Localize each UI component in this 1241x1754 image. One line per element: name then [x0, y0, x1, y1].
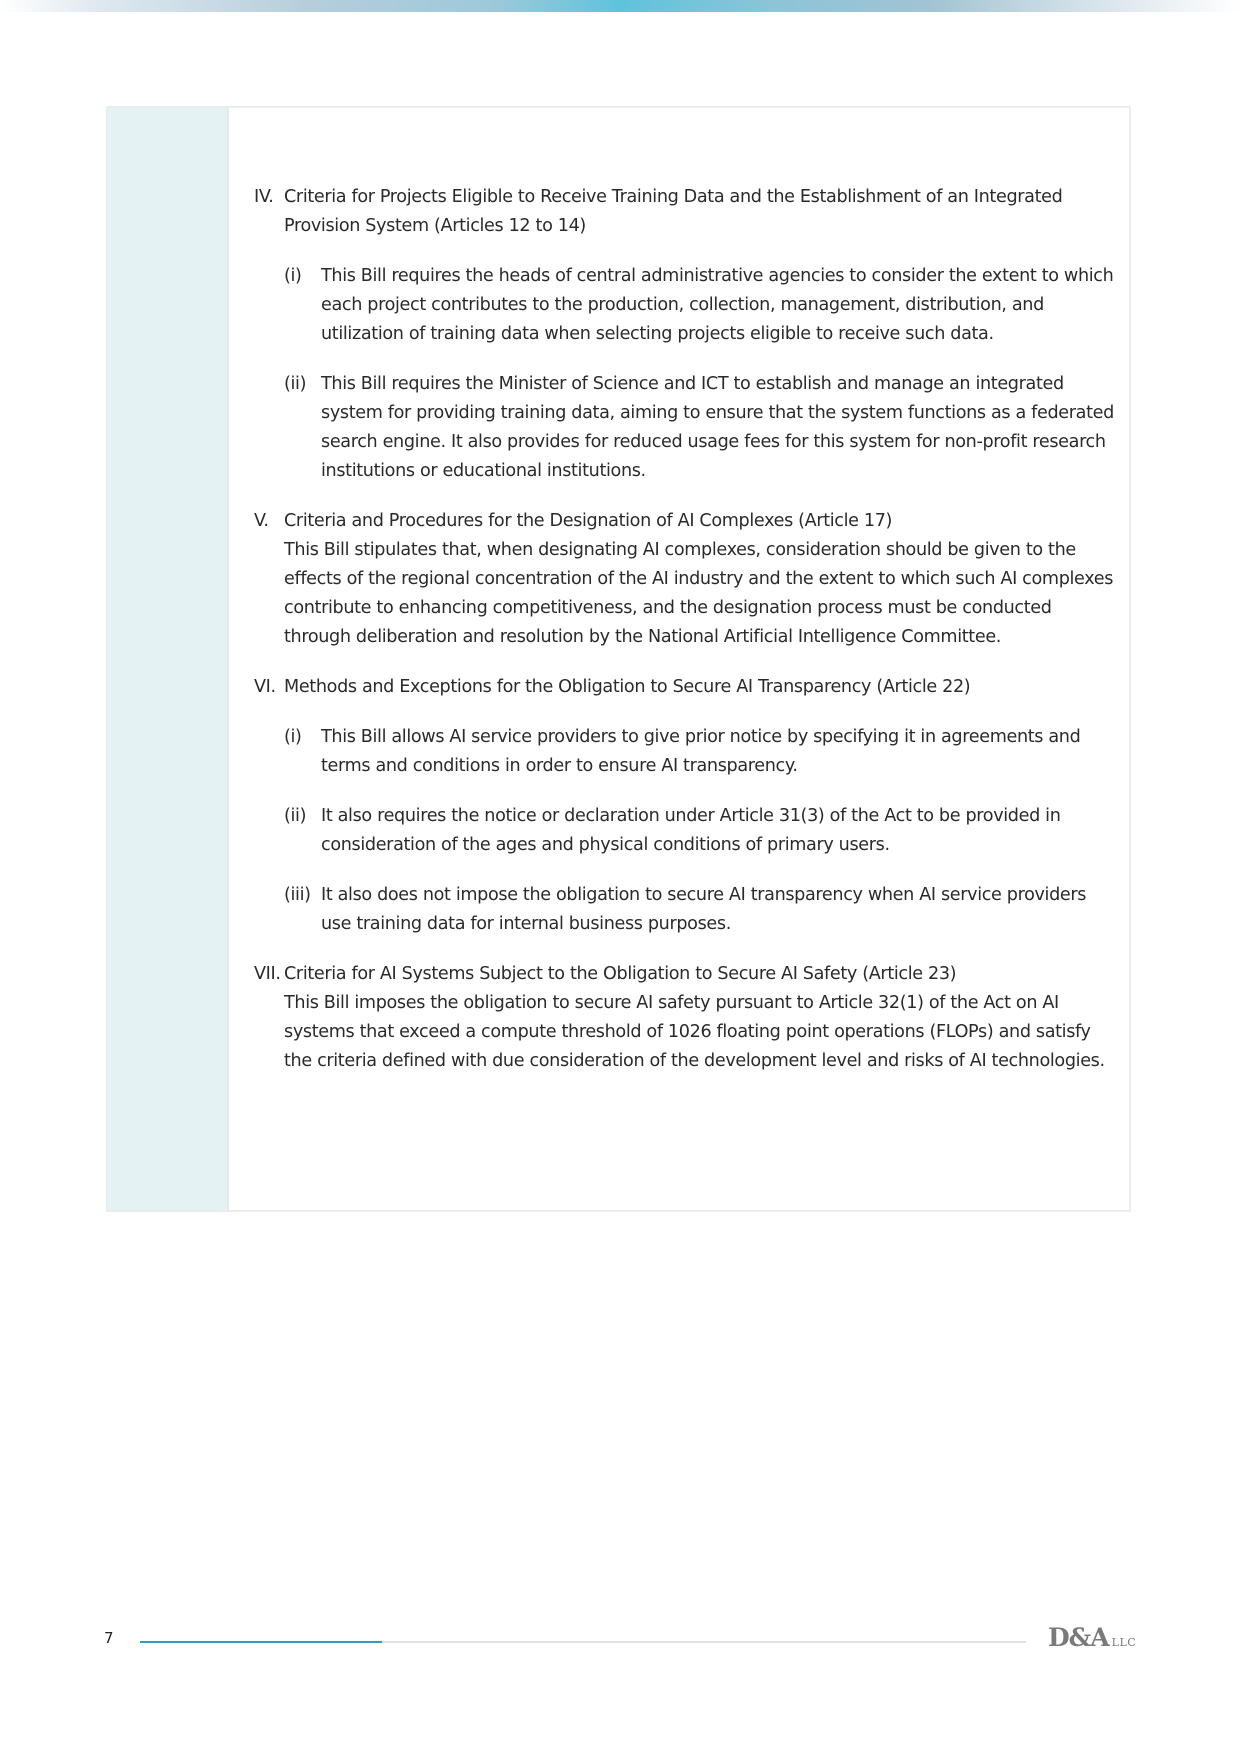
section-iv — [254, 183, 1114, 486]
sub-item — [254, 802, 1114, 860]
sub-item-text: It also does not impose the obligation to secure AI transparency when AI service providers use training data for internal business purposes. — [321, 885, 1087, 934]
section-title: Criteria for AI Systems Subject to the Obligation to Secure AI Safety (Article 23) — [284, 964, 957, 984]
section-title: Criteria for Projects Eligible to Receive Training Data and the Establishment of an Integrated Provision System (Articles 12 to 14) — [284, 187, 1063, 236]
section-number: IV. — [254, 187, 274, 207]
sub-item-text: This Bill requires the heads of central administrative agencies to consider the extent to which each project contributes to the production, collection, management, distribution, and utilization of training data when selecting projects eligible to receive such data. — [321, 266, 1114, 344]
section-number: VI. — [254, 677, 276, 697]
logo-suffix: LLC — [1111, 1636, 1137, 1649]
top-gradient-bar — [0, 0, 1241, 12]
sub-item-number: (i) — [284, 266, 302, 286]
sub-item — [254, 723, 1114, 781]
section-body: This Bill imposes the obligation to secure AI safety pursuant to Article 32(1) of the Act on AI systems that exceed a compute threshold of 1026 floating point operations (FLOPs) and satisfy the criteria defined with due consideration of the development level and risks of AI technologies. — [284, 993, 1105, 1071]
section-vi — [254, 673, 1114, 939]
sub-item-number: (iii) — [284, 885, 311, 905]
page-progress-track — [140, 1641, 1026, 1643]
sub-item-text: This Bill allows AI service providers to give prior notice by specifying it in agreements and terms and conditions in order to ensure AI transparency. — [321, 727, 1081, 776]
sub-item — [254, 370, 1114, 486]
sub-item-number: (i) — [284, 727, 302, 747]
section-body: This Bill stipulates that, when designating AI complexes, consideration should be given to the effects of the regional concentration of the AI industry and the extent to which such AI complexes contribute to enhancing competitiveness, and the designation process must be conducted through deliberation and resolution by the National Artificial Intelligence Committee. — [284, 540, 1114, 647]
sub-item — [254, 881, 1114, 939]
sub-item-text: This Bill requires the Minister of Science and ICT to establish and manage an integrated system for providing training data, aiming to ensure that the system functions as a federated search engine. It also provides for reduced usage fees for this system for non-profit research institutions or educational institutions. — [321, 374, 1114, 481]
document-body — [254, 183, 1114, 1097]
sub-item-number: (ii) — [284, 806, 307, 826]
logo-main: D&A — [1048, 1623, 1109, 1652]
side-panel — [108, 108, 229, 1210]
content-box — [106, 106, 1131, 1212]
sub-item-text: It also requires the notice or declaration under Article 31(3) of the Act to be provided in consideration of the ages and physical conditions of primary users. — [321, 806, 1061, 855]
section-v — [254, 507, 1114, 652]
sub-item-number: (ii) — [284, 374, 307, 394]
section-number: V. — [254, 511, 269, 531]
page-progress-fill — [140, 1641, 382, 1643]
section-vii — [254, 960, 1114, 1076]
section-number: VII. — [254, 964, 281, 984]
sub-item — [254, 262, 1114, 349]
page-number: 7 — [104, 1629, 114, 1647]
section-title: Methods and Exceptions for the Obligation to Secure AI Transparency (Article 22) — [284, 677, 971, 697]
company-logo — [1048, 1623, 1136, 1652]
section-title: Criteria and Procedures for the Designation of AI Complexes (Article 17) — [284, 511, 893, 531]
